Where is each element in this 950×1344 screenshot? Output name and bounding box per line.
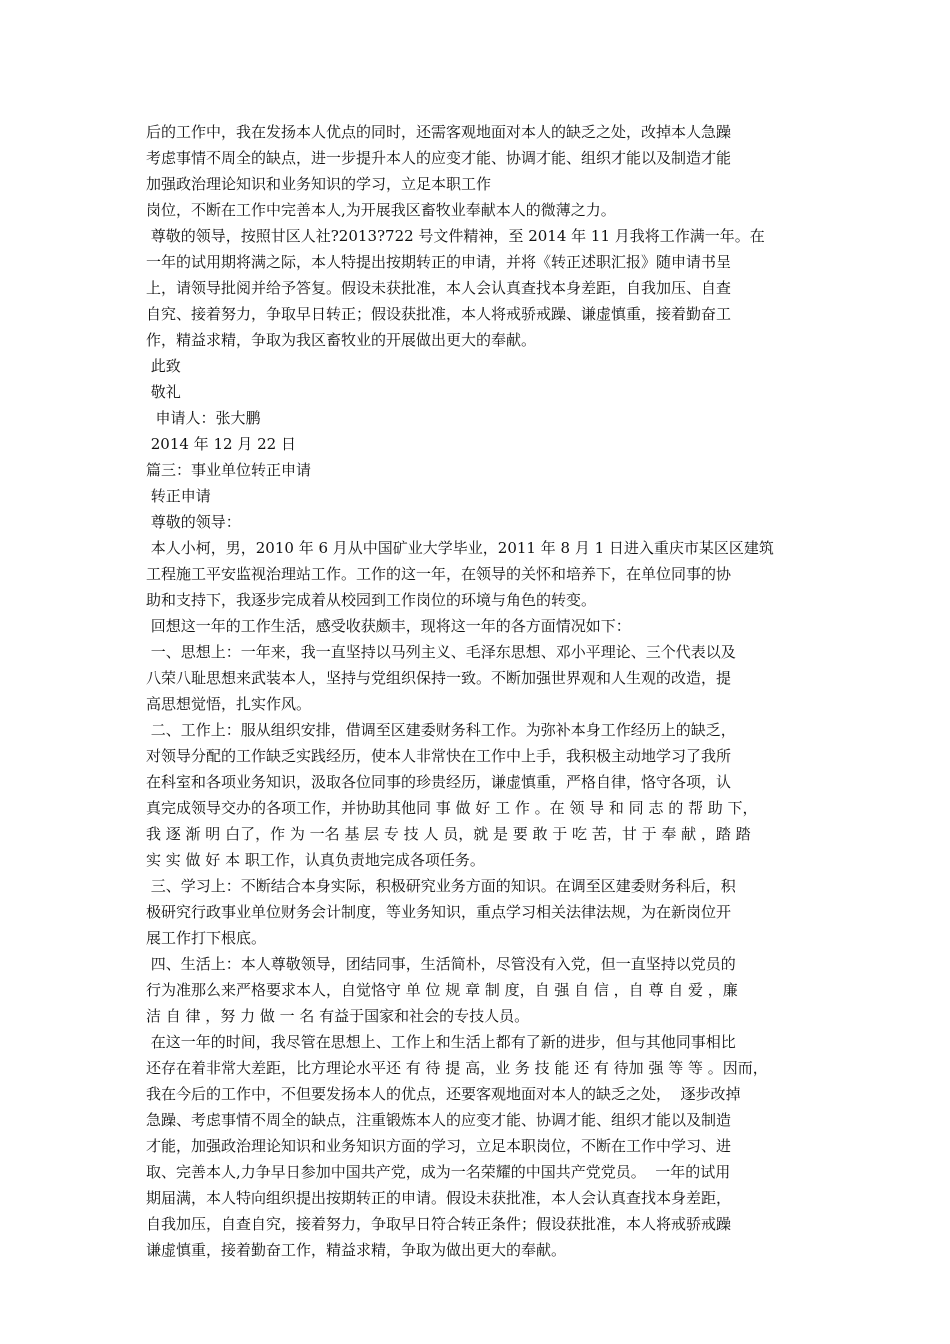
text-line: 我 逐 渐 明 白了，作 为 一名 基 层 专 技 人 员，就 是 要 敢 于 吃 苦，甘 于 奉 献 ，踏 踏	[146, 825, 751, 843]
text-line: 在科室和各项业务知识，汲取各位同事的珍贵经历，谦虚慎重，严格自律，恪守各项，认	[146, 773, 732, 791]
text-line: 八荣八耻思想来武装本人，坚持与党组织保持一致。不断加强世界观和人生观的改造，提	[146, 669, 732, 687]
text-line: 考虑事情不周全的缺点，进一步提升本人的应变才能、协调才能、组织才能以及制造才能	[146, 149, 732, 167]
text-line: 加强政治理论知识和业务知识的学习，立足本职工作	[146, 175, 492, 193]
text-line: 一、思想上：一年来，我一直坚持以马列主义、毛泽东思想、邓小平理论、三个代表以及	[146, 643, 736, 661]
text-line: 三、学习上：不断结合本身实际，积极研究业务方面的知识。在调至区建委财务科后，积	[146, 877, 736, 895]
text-line: 行为准那么来严格要求本人，自觉恪守 单 位 规 章 制 度，自 强 自 信 ，自 尊 自 爱 ，廉	[146, 981, 738, 999]
text-line: 实 实 做 好 本 职工作，认真负责地完成各项任务。	[146, 851, 485, 869]
text-line: 2014 年 12 月 22 日	[146, 435, 296, 453]
text-line: 二、工作上：服从组织安排，借调至区建委财务科工作。为弥补本身工作经历上的缺乏，	[146, 721, 736, 739]
text-line: 转正申请	[146, 487, 211, 505]
text-line: 我在今后的工作中，不但要发扬本人的优点，还要客观地面对本人的缺乏之处， 逐步改掉	[146, 1085, 741, 1103]
text-line: 助和支持下，我逐步完成着从校园到工作岗位的环境与角色的转变。	[146, 591, 597, 609]
text-line: 上，请领导批阅并给予答复。假设未获批准，本人会认真查找本身差距，自我加压、自查	[146, 279, 732, 297]
text-line: 篇三：事业单位转正申请	[146, 461, 312, 479]
text-line: 还存在着非常大差距，比方理论水平还 有 待 提 高，业 务 技 能 还 有 待加 强 等 等 。因而，	[146, 1059, 768, 1077]
text-line: 工程施工平安监视治理站工作。工作的这一年，在领导的关怀和培养下，在单位同事的协	[146, 565, 732, 583]
text-line: 尊敬的领导，按照甘区人社?2013?722 号文件精神，至 2014 年 11 月我将工作满一年。在	[146, 227, 765, 245]
text-line: 洁 自 律 ，努 力 做 一 名 有益于国家和社会的专技人员。	[146, 1007, 530, 1025]
text-line: 期届满，本人特向组织提出按期转正的申请。假设未获批准，本人会认真查找本身差距，	[146, 1189, 732, 1207]
text-line: 极研究行政事业单位财务会计制度，等业务知识，重点学习相关法律法规，为在新岗位开	[146, 903, 732, 921]
text-line: 后的工作中，我在发扬本人优点的同时，还需客观地面对本人的缺乏之处，改掉本人急躁	[146, 123, 732, 141]
text-line: 对领导分配的工作缺乏实践经历，使本人非常快在工作中上手，我积极主动地学习了我所	[146, 747, 732, 765]
text-line: 真完成领导交办的各项工作，并协助其他同 事 做 好 工 作 。在 领 导 和 同 志 的 帮 助 下，	[146, 799, 758, 817]
text-line: 一年的试用期将满之际，本人特提出按期转正的申请，并将《转正述职汇报》随申请书呈	[146, 253, 732, 271]
text-line: 尊敬的领导：	[146, 513, 241, 531]
text-line: 谦虚慎重，接着勤奋工作，精益求精，争取为做出更大的奉献。	[146, 1241, 567, 1259]
text-line: 此致	[146, 357, 181, 375]
text-line: 在这一年的时间，我尽管在思想上、工作上和生活上都有了新的进步，但与其他同事相比	[146, 1033, 736, 1051]
text-line: 岗位，不断在工作中完善本人,为开展我区畜牧业奉献本人的微薄之力。	[146, 201, 616, 219]
text-line: 取、完善本人,力争早日参加中国共产党，成为一名荣耀的中国共产党党员。 一年的试用	[146, 1163, 731, 1181]
text-line: 才能，加强政治理论知识和业务知识方面的学习，立足本职岗位，不断在工作中学习、进	[146, 1137, 732, 1155]
text-line: 自究、接着努力，争取早日转正；假设获批准，本人将戒骄戒躁、谦虚慎重，接着勤奋工	[146, 305, 732, 323]
text-line: 四、生活上：本人尊敬领导，团结同事，生活简朴，尽管没有入党，但一直坚持以党员的	[146, 955, 736, 973]
text-line: 自我加压，自查自究，接着努力，争取早日符合转正条件；假设获批准，本人将戒骄戒躁	[146, 1215, 732, 1233]
text-line: 作，精益求精，争取为我区畜牧业的开展做出更大的奉献。	[146, 331, 537, 349]
text-line: 展工作打下根底。	[146, 929, 267, 947]
text-line: 本人小柯，男，2010 年 6 月从中国矿业大学毕业，2011 年 8 月 1 日进入重庆市某区区建筑	[146, 539, 774, 557]
document-body	[146, 119, 818, 1263]
text-line: 敬礼	[146, 383, 181, 401]
text-line: 申请人：张大鹏	[146, 409, 261, 427]
text-line: 高思想觉悟，扎实作风。	[146, 695, 312, 713]
text-line: 回想这一年的工作生活，感受收获颇丰，现将这一年的各方面情况如下：	[146, 617, 631, 635]
text-line: 急躁、考虑事情不周全的缺点，注重锻炼本人的应变才能、协调才能、组织才能以及制造	[146, 1111, 732, 1129]
